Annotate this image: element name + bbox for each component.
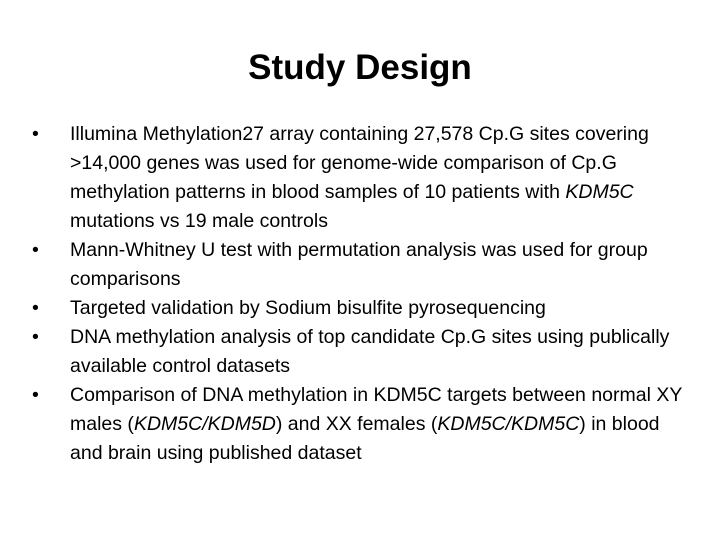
gene-pair-italic: KDM5C/KDM5C (437, 413, 580, 435)
bullet-item (32, 323, 692, 381)
gene-name-italic: KDM5C (565, 181, 634, 203)
bullet-text-segment: ) and XX females ( (275, 413, 438, 435)
bullet-text: Targeted validation by Sodium bisulfite pyrosequencing (70, 297, 546, 319)
bullet-text: Mann-Whitney U test with permutation analysis was used for group comparisons (70, 239, 648, 290)
bullet-item (32, 381, 692, 468)
bullet-list (32, 120, 692, 468)
bullet-icon: • (32, 123, 39, 145)
bullet-icon: • (32, 239, 39, 261)
bullet-text: DNA methylation analysis of top candidate Cp.G sites using publically available control datasets (70, 326, 670, 377)
bullet-item (32, 294, 692, 323)
bullet-text-segment: Comparison of DNA methylation in KDM5C targets between normal XY males ( (70, 384, 683, 435)
bullet-text-segment: mutations vs 19 male controls (70, 210, 328, 232)
bullet-text-segment: Illumina Methylation27 array containing 27,578 Cp.G sites covering >14,000 genes was used for genome-wide comparison of Cp.G methylation patterns in blood samples of 10 patients with (70, 123, 649, 203)
bullet-icon: • (32, 326, 39, 348)
slide-title: Study Design (248, 48, 472, 87)
bullet-item (32, 120, 692, 236)
bullet-item (32, 236, 692, 294)
bullet-icon: • (32, 297, 39, 319)
gene-pair-italic: KDM5C/KDM5D (133, 413, 276, 435)
bullet-text-segment: ) in blood and brain using published dataset (70, 413, 660, 464)
bullet-text (70, 384, 682, 464)
bullet-icon: • (32, 384, 39, 406)
bullet-text (70, 123, 649, 232)
